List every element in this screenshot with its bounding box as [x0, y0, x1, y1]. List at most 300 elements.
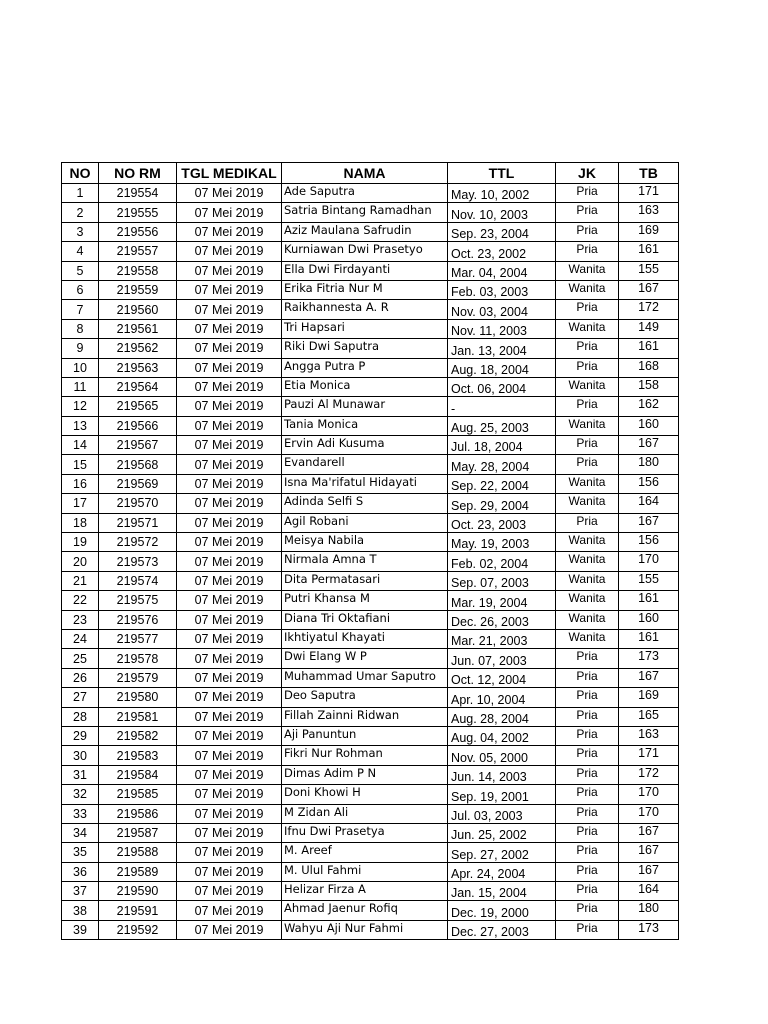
cell-jk: Pria	[556, 901, 619, 920]
cell-no-rm: 219585	[99, 785, 177, 804]
cell-no: 24	[62, 629, 99, 648]
cell-tgl-medikal: 07 Mei 2019	[177, 920, 282, 939]
cell-no: 37	[62, 882, 99, 901]
table-row	[62, 513, 679, 532]
cell-ttl: Jan. 13, 2004	[448, 339, 556, 358]
cell-ttl: Oct. 23, 2003	[448, 513, 556, 532]
cell-jk: Wanita	[556, 377, 619, 396]
cell-ttl: Jun. 25, 2002	[448, 823, 556, 842]
table-row	[62, 649, 679, 668]
cell-tb: 173	[619, 649, 679, 668]
cell-no-rm: 219561	[99, 319, 177, 338]
cell-ttl: Apr. 10, 2004	[448, 688, 556, 707]
table-row	[62, 377, 679, 396]
cell-no: 19	[62, 533, 99, 552]
cell-no-rm: 219587	[99, 823, 177, 842]
cell-no: 1	[62, 184, 99, 203]
cell-no-rm: 219556	[99, 222, 177, 241]
cell-ttl: Apr. 24, 2004	[448, 862, 556, 881]
cell-tgl-medikal: 07 Mei 2019	[177, 746, 282, 765]
header-ttl: TTL	[448, 163, 556, 184]
cell-tb: 170	[619, 785, 679, 804]
cell-nama: Tri Hapsari	[282, 319, 448, 338]
cell-tgl-medikal: 07 Mei 2019	[177, 222, 282, 241]
table-row	[62, 629, 679, 648]
cell-no-rm: 219588	[99, 843, 177, 862]
header-row	[62, 163, 679, 184]
cell-ttl: Nov. 10, 2003	[448, 203, 556, 222]
cell-tb: 160	[619, 416, 679, 435]
cell-no: 28	[62, 707, 99, 726]
cell-no-rm: 219583	[99, 746, 177, 765]
cell-jk: Wanita	[556, 494, 619, 513]
header-tb: TB	[619, 163, 679, 184]
cell-no-rm: 219590	[99, 882, 177, 901]
table-row	[62, 300, 679, 319]
cell-nama: Adinda Selfi S	[282, 494, 448, 513]
cell-no: 38	[62, 901, 99, 920]
cell-jk: Pria	[556, 746, 619, 765]
cell-nama: Fillah Zainni Ridwan	[282, 707, 448, 726]
cell-nama: Aziz Maulana Safrudin	[282, 222, 448, 241]
cell-tb: 164	[619, 882, 679, 901]
table-row	[62, 436, 679, 455]
cell-jk: Pria	[556, 765, 619, 784]
cell-nama: Muhammad Umar Saputro	[282, 668, 448, 687]
cell-tb: 160	[619, 610, 679, 629]
cell-nama: Dwi Elang W P	[282, 649, 448, 668]
cell-no: 20	[62, 552, 99, 571]
cell-ttl: Nov. 05, 2000	[448, 746, 556, 765]
cell-jk: Pria	[556, 436, 619, 455]
cell-no-rm: 219581	[99, 707, 177, 726]
table-row	[62, 688, 679, 707]
cell-tgl-medikal: 07 Mei 2019	[177, 203, 282, 222]
cell-tgl-medikal: 07 Mei 2019	[177, 571, 282, 590]
table-body	[62, 184, 679, 940]
cell-nama: Agil Robani	[282, 513, 448, 532]
header-tgl-medikal: TGL MEDIKAL	[177, 163, 282, 184]
cell-nama: Aji Panuntun	[282, 726, 448, 745]
cell-nama: Wahyu Aji Nur Fahmi	[282, 920, 448, 939]
cell-no: 9	[62, 339, 99, 358]
cell-no: 3	[62, 222, 99, 241]
cell-jk: Pria	[556, 300, 619, 319]
cell-jk: Pria	[556, 184, 619, 203]
cell-no: 14	[62, 436, 99, 455]
table-row	[62, 184, 679, 203]
cell-no-rm: 219562	[99, 339, 177, 358]
cell-ttl: Oct. 23, 2002	[448, 242, 556, 261]
cell-no-rm: 219589	[99, 862, 177, 881]
cell-no-rm: 219570	[99, 494, 177, 513]
cell-tb: 180	[619, 455, 679, 474]
cell-tb: 158	[619, 377, 679, 396]
cell-tgl-medikal: 07 Mei 2019	[177, 533, 282, 552]
cell-tgl-medikal: 07 Mei 2019	[177, 785, 282, 804]
cell-tgl-medikal: 07 Mei 2019	[177, 416, 282, 435]
cell-ttl: Dec. 27, 2003	[448, 920, 556, 939]
cell-tb: 165	[619, 707, 679, 726]
cell-tb: 180	[619, 901, 679, 920]
cell-tb: 167	[619, 823, 679, 842]
cell-no: 4	[62, 242, 99, 261]
cell-tb: 167	[619, 668, 679, 687]
cell-tb: 155	[619, 261, 679, 280]
cell-tb: 156	[619, 533, 679, 552]
table-row	[62, 319, 679, 338]
cell-tgl-medikal: 07 Mei 2019	[177, 726, 282, 745]
cell-ttl: Sep. 23, 2004	[448, 222, 556, 241]
cell-tgl-medikal: 07 Mei 2019	[177, 843, 282, 862]
cell-no: 8	[62, 319, 99, 338]
table-row	[62, 533, 679, 552]
cell-nama: M. Ulul Fahmi	[282, 862, 448, 881]
cell-no: 5	[62, 261, 99, 280]
cell-jk: Pria	[556, 649, 619, 668]
cell-jk: Pria	[556, 242, 619, 261]
cell-nama: M Zidan Ali	[282, 804, 448, 823]
table-row	[62, 920, 679, 939]
table-row	[62, 746, 679, 765]
cell-tgl-medikal: 07 Mei 2019	[177, 629, 282, 648]
cell-jk: Wanita	[556, 474, 619, 493]
cell-tb: 164	[619, 494, 679, 513]
medical-data-table	[61, 162, 679, 940]
cell-nama: M. Areef	[282, 843, 448, 862]
table-row	[62, 552, 679, 571]
cell-jk: Pria	[556, 513, 619, 532]
cell-no: 36	[62, 862, 99, 881]
cell-no-rm: 219578	[99, 649, 177, 668]
cell-tb: 169	[619, 688, 679, 707]
table-row	[62, 455, 679, 474]
cell-no-rm: 219580	[99, 688, 177, 707]
table-row	[62, 804, 679, 823]
cell-tgl-medikal: 07 Mei 2019	[177, 823, 282, 842]
cell-no: 33	[62, 804, 99, 823]
cell-ttl: -	[448, 397, 556, 416]
cell-tb: 149	[619, 319, 679, 338]
cell-tgl-medikal: 07 Mei 2019	[177, 765, 282, 784]
cell-ttl: Nov. 03, 2004	[448, 300, 556, 319]
cell-no-rm: 219569	[99, 474, 177, 493]
cell-jk: Wanita	[556, 280, 619, 299]
cell-tb: 173	[619, 920, 679, 939]
cell-nama: Ella Dwi Firdayanti	[282, 261, 448, 280]
cell-tb: 163	[619, 726, 679, 745]
cell-tb: 163	[619, 203, 679, 222]
table-row	[62, 843, 679, 862]
cell-nama: Ervin Adi Kusuma	[282, 436, 448, 455]
cell-no: 16	[62, 474, 99, 493]
cell-ttl: Aug. 28, 2004	[448, 707, 556, 726]
cell-tb: 170	[619, 552, 679, 571]
cell-ttl: May. 10, 2002	[448, 184, 556, 203]
cell-no: 34	[62, 823, 99, 842]
cell-jk: Pria	[556, 726, 619, 745]
table-row	[62, 823, 679, 842]
cell-no-rm: 219567	[99, 436, 177, 455]
cell-jk: Pria	[556, 358, 619, 377]
cell-ttl: Sep. 19, 2001	[448, 785, 556, 804]
cell-jk: Wanita	[556, 552, 619, 571]
cell-ttl: Jul. 18, 2004	[448, 436, 556, 455]
cell-tb: 161	[619, 339, 679, 358]
table-row	[62, 707, 679, 726]
cell-tb: 161	[619, 591, 679, 610]
cell-no: 6	[62, 280, 99, 299]
cell-no-rm: 219568	[99, 455, 177, 474]
cell-ttl: Jun. 14, 2003	[448, 765, 556, 784]
cell-tgl-medikal: 07 Mei 2019	[177, 901, 282, 920]
cell-tb: 167	[619, 280, 679, 299]
cell-no: 13	[62, 416, 99, 435]
cell-nama: Ade Saputra	[282, 184, 448, 203]
table-row	[62, 474, 679, 493]
cell-tgl-medikal: 07 Mei 2019	[177, 513, 282, 532]
cell-no-rm: 219558	[99, 261, 177, 280]
cell-nama: Dimas Adim P N	[282, 765, 448, 784]
cell-no-rm: 219554	[99, 184, 177, 203]
cell-no-rm: 219565	[99, 397, 177, 416]
cell-ttl: Sep. 29, 2004	[448, 494, 556, 513]
cell-tb: 167	[619, 513, 679, 532]
cell-tgl-medikal: 07 Mei 2019	[177, 862, 282, 881]
cell-no-rm: 219559	[99, 280, 177, 299]
cell-no: 23	[62, 610, 99, 629]
cell-ttl: Nov. 11, 2003	[448, 319, 556, 338]
cell-jk: Wanita	[556, 533, 619, 552]
cell-no: 29	[62, 726, 99, 745]
cell-ttl: Mar. 21, 2003	[448, 629, 556, 648]
cell-ttl: Mar. 04, 2004	[448, 261, 556, 280]
cell-ttl: May. 19, 2003	[448, 533, 556, 552]
cell-ttl: Jul. 03, 2003	[448, 804, 556, 823]
cell-tgl-medikal: 07 Mei 2019	[177, 688, 282, 707]
cell-no-rm: 219572	[99, 533, 177, 552]
cell-no-rm: 219557	[99, 242, 177, 261]
cell-jk: Wanita	[556, 416, 619, 435]
cell-tb: 171	[619, 184, 679, 203]
cell-tb: 172	[619, 765, 679, 784]
cell-ttl: Feb. 03, 2003	[448, 280, 556, 299]
cell-no: 10	[62, 358, 99, 377]
cell-no: 2	[62, 203, 99, 222]
cell-no-rm: 219564	[99, 377, 177, 396]
cell-no: 17	[62, 494, 99, 513]
table-header	[62, 163, 679, 184]
table-row	[62, 901, 679, 920]
cell-nama: Raikhannesta A. R	[282, 300, 448, 319]
cell-ttl: Aug. 25, 2003	[448, 416, 556, 435]
cell-nama: Doni Khowi H	[282, 785, 448, 804]
cell-jk: Pria	[556, 203, 619, 222]
cell-tgl-medikal: 07 Mei 2019	[177, 474, 282, 493]
cell-nama: Satria Bintang Ramadhan	[282, 203, 448, 222]
table-row	[62, 242, 679, 261]
cell-nama: Fikri Nur Rohman	[282, 746, 448, 765]
cell-nama: Diana Tri Oktafiani	[282, 610, 448, 629]
cell-nama: Ahmad Jaenur Rofiq	[282, 901, 448, 920]
cell-jk: Wanita	[556, 319, 619, 338]
cell-tgl-medikal: 07 Mei 2019	[177, 300, 282, 319]
cell-no: 39	[62, 920, 99, 939]
table-row	[62, 261, 679, 280]
cell-no-rm: 219584	[99, 765, 177, 784]
cell-ttl: May. 28, 2004	[448, 455, 556, 474]
cell-tgl-medikal: 07 Mei 2019	[177, 494, 282, 513]
cell-tgl-medikal: 07 Mei 2019	[177, 339, 282, 358]
cell-no-rm: 219555	[99, 203, 177, 222]
cell-nama: Evandarell	[282, 455, 448, 474]
cell-jk: Pria	[556, 920, 619, 939]
cell-tgl-medikal: 07 Mei 2019	[177, 707, 282, 726]
cell-tb: 162	[619, 397, 679, 416]
header-no: NO	[62, 163, 99, 184]
cell-tgl-medikal: 07 Mei 2019	[177, 668, 282, 687]
cell-jk: Pria	[556, 804, 619, 823]
cell-tb: 156	[619, 474, 679, 493]
cell-ttl: Aug. 04, 2002	[448, 726, 556, 745]
cell-no-rm: 219560	[99, 300, 177, 319]
cell-ttl: Sep. 27, 2002	[448, 843, 556, 862]
cell-jk: Pria	[556, 222, 619, 241]
cell-tgl-medikal: 07 Mei 2019	[177, 455, 282, 474]
cell-tgl-medikal: 07 Mei 2019	[177, 261, 282, 280]
header-nama: NAMA	[282, 163, 448, 184]
cell-tgl-medikal: 07 Mei 2019	[177, 358, 282, 377]
cell-nama: Putri Khansa M	[282, 591, 448, 610]
cell-tb: 169	[619, 222, 679, 241]
cell-ttl: Sep. 07, 2003	[448, 571, 556, 590]
cell-ttl: Sep. 22, 2004	[448, 474, 556, 493]
cell-no: 32	[62, 785, 99, 804]
cell-jk: Pria	[556, 862, 619, 881]
table-row	[62, 280, 679, 299]
cell-tb: 167	[619, 843, 679, 862]
cell-tb: 167	[619, 862, 679, 881]
cell-nama: Erika Fitria Nur M	[282, 280, 448, 299]
cell-ttl: Jan. 15, 2004	[448, 882, 556, 901]
cell-no-rm: 219582	[99, 726, 177, 745]
table-row	[62, 397, 679, 416]
cell-jk: Pria	[556, 668, 619, 687]
cell-nama: Nirmala Amna T	[282, 552, 448, 571]
cell-no-rm: 219586	[99, 804, 177, 823]
table-row	[62, 668, 679, 687]
cell-ttl: Oct. 12, 2004	[448, 668, 556, 687]
cell-jk: Wanita	[556, 591, 619, 610]
cell-jk: Pria	[556, 843, 619, 862]
cell-jk: Pria	[556, 882, 619, 901]
cell-ttl: Mar. 19, 2004	[448, 591, 556, 610]
table-row	[62, 862, 679, 881]
cell-no-rm: 219592	[99, 920, 177, 939]
cell-tgl-medikal: 07 Mei 2019	[177, 804, 282, 823]
cell-no: 15	[62, 455, 99, 474]
cell-nama: Ifnu Dwi Prasetya	[282, 823, 448, 842]
cell-no: 30	[62, 746, 99, 765]
cell-jk: Pria	[556, 707, 619, 726]
cell-tgl-medikal: 07 Mei 2019	[177, 397, 282, 416]
cell-no: 26	[62, 668, 99, 687]
cell-no: 22	[62, 591, 99, 610]
cell-ttl: Aug. 18, 2004	[448, 358, 556, 377]
cell-tgl-medikal: 07 Mei 2019	[177, 882, 282, 901]
cell-nama: Dita Permatasari	[282, 571, 448, 590]
cell-tb: 161	[619, 629, 679, 648]
cell-no-rm: 219576	[99, 610, 177, 629]
cell-ttl: Jun. 07, 2003	[448, 649, 556, 668]
cell-no-rm: 219571	[99, 513, 177, 532]
cell-tb: 167	[619, 436, 679, 455]
table-row	[62, 610, 679, 629]
cell-tb: 171	[619, 746, 679, 765]
spreadsheet-sheet	[61, 162, 679, 940]
cell-tb: 168	[619, 358, 679, 377]
table-row	[62, 726, 679, 745]
cell-jk: Pria	[556, 339, 619, 358]
cell-no-rm: 219591	[99, 901, 177, 920]
cell-jk: Pria	[556, 455, 619, 474]
header-no-rm: NO RM	[99, 163, 177, 184]
cell-nama: Ikhtiyatul Khayati	[282, 629, 448, 648]
cell-tgl-medikal: 07 Mei 2019	[177, 591, 282, 610]
cell-tgl-medikal: 07 Mei 2019	[177, 436, 282, 455]
cell-nama: Tania Monica	[282, 416, 448, 435]
table-row	[62, 358, 679, 377]
cell-jk: Wanita	[556, 629, 619, 648]
cell-no: 7	[62, 300, 99, 319]
cell-nama: Etia Monica	[282, 377, 448, 396]
cell-no-rm: 219579	[99, 668, 177, 687]
table-row	[62, 203, 679, 222]
cell-tb: 161	[619, 242, 679, 261]
cell-tgl-medikal: 07 Mei 2019	[177, 280, 282, 299]
table-row	[62, 339, 679, 358]
cell-nama: Angga Putra P	[282, 358, 448, 377]
cell-tgl-medikal: 07 Mei 2019	[177, 242, 282, 261]
cell-no-rm: 219573	[99, 552, 177, 571]
table-row	[62, 591, 679, 610]
cell-tb: 155	[619, 571, 679, 590]
cell-tgl-medikal: 07 Mei 2019	[177, 552, 282, 571]
cell-tgl-medikal: 07 Mei 2019	[177, 610, 282, 629]
cell-tb: 172	[619, 300, 679, 319]
cell-no: 11	[62, 377, 99, 396]
table-row	[62, 494, 679, 513]
cell-tgl-medikal: 07 Mei 2019	[177, 649, 282, 668]
table-row	[62, 416, 679, 435]
cell-jk: Pria	[556, 397, 619, 416]
cell-jk: Pria	[556, 785, 619, 804]
header-jk: JK	[556, 163, 619, 184]
cell-no-rm: 219577	[99, 629, 177, 648]
cell-jk: Wanita	[556, 610, 619, 629]
cell-no-rm: 219566	[99, 416, 177, 435]
cell-no: 27	[62, 688, 99, 707]
cell-nama: Riki Dwi Saputra	[282, 339, 448, 358]
cell-nama: Meisya Nabila	[282, 533, 448, 552]
table-row	[62, 882, 679, 901]
table-row	[62, 571, 679, 590]
cell-ttl: Dec. 19, 2000	[448, 901, 556, 920]
cell-no: 12	[62, 397, 99, 416]
cell-tgl-medikal: 07 Mei 2019	[177, 377, 282, 396]
cell-no: 21	[62, 571, 99, 590]
cell-jk: Wanita	[556, 261, 619, 280]
